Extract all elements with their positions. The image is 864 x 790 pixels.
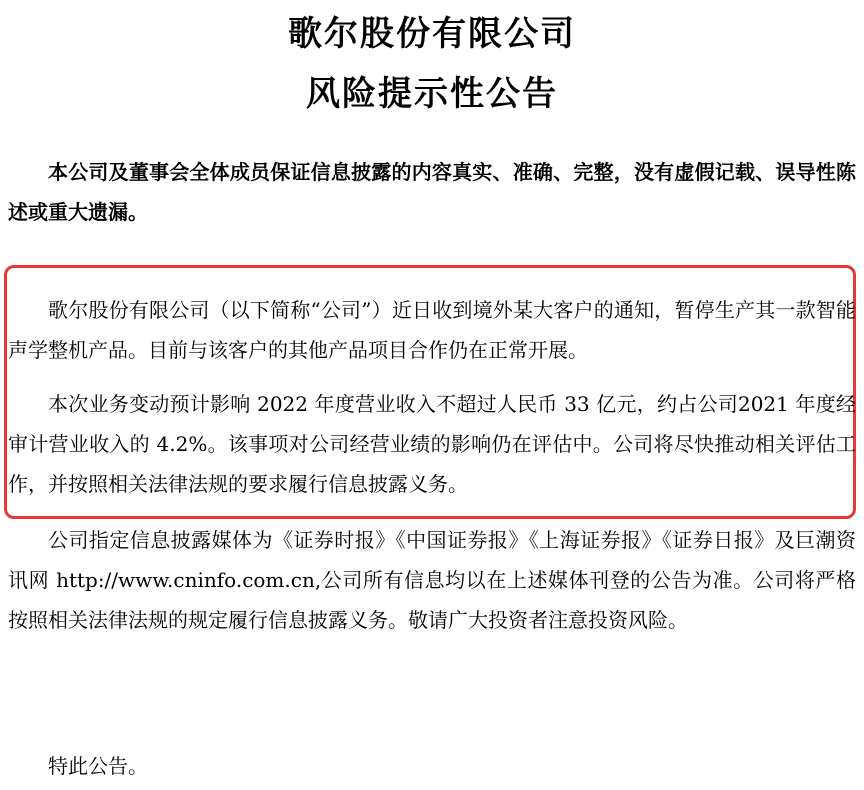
paragraph-media-disclosure: 公司指定信息披露媒体为《证券时报》《中国证券报》《上海证券报》《证券日报》及巨潮资讯网 http://www.cninfo.com.cn,公司所有信息均以在上述媒体刊登的公告为准。公司将严格按照相关法律法规的规定履行信息披露义务。敬请广大投资者注意投资风险。 [8,528,856,632]
intro-statement: 本公司及董事会全体成员保证信息披露的内容真实、准确、完整，没有虚假记载、误导性陈述或重大遗漏。 [8,160,856,224]
paragraph-suspension-notice: 歌尔股份有限公司（以下简称“公司”）近日收到境外某大客户的通知，暂停生产其一款智能声学整机产品。目前与该客户的其他产品项目合作仍在正常开展。 [8,298,856,362]
paragraph-revenue-impact: 本次业务变动预计影响 2022 年度营业收入不超过人民币 33 亿元，约占公司2021 年度经审计营业收入的 4.2%。该事项对公司经营业绩的影响仍在评估中。公司将尽快推动相关评估工作，并按照相关法律法规的要求履行信息披露义务。 [8,392,856,496]
closing-statement: 特此公告。 [48,754,148,778]
document-title-notice: 风险提示性公告 [306,74,558,114]
document-title-company: 歌尔股份有限公司 [288,14,576,54]
